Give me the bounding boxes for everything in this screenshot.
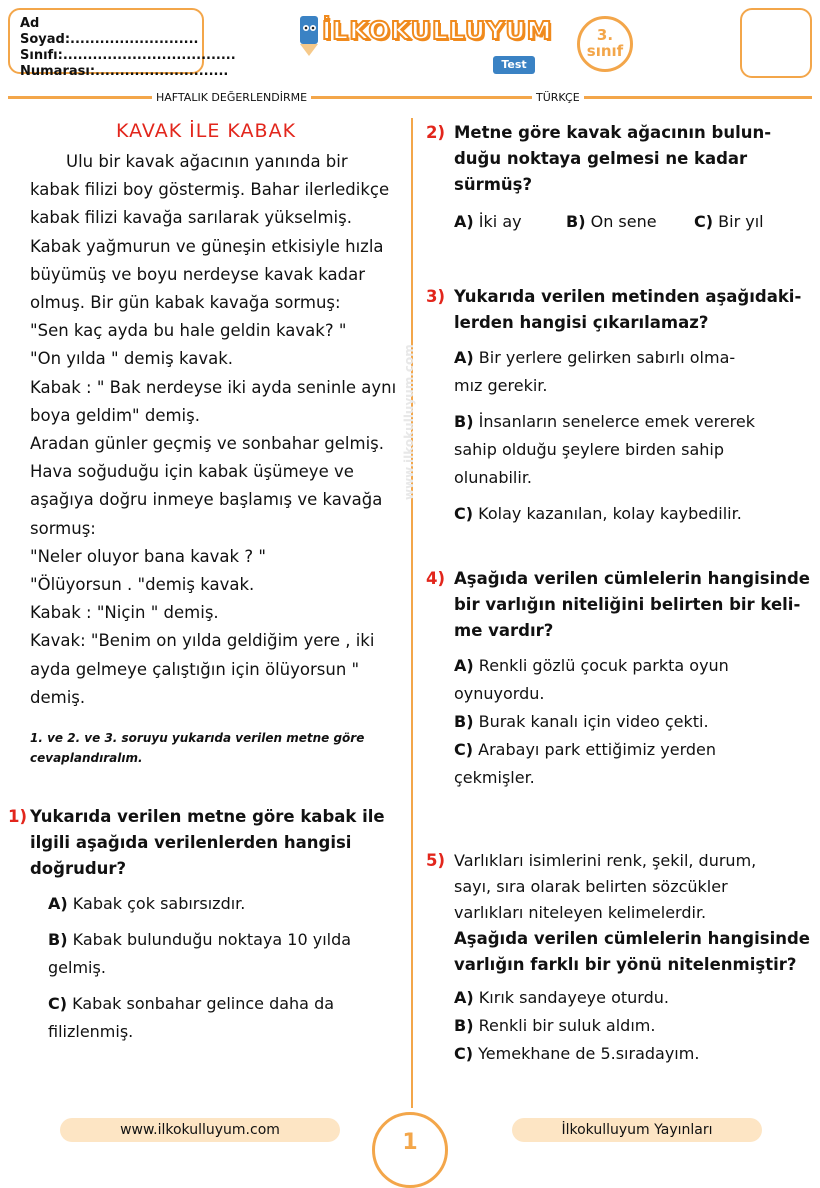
option-a[interactable]	[454, 652, 810, 708]
story-line: Hava soğuduğu için kabak üşümeye ve	[30, 462, 354, 482]
story-line: olmuş. Bir gün kabak kavağa sormuş:	[30, 293, 341, 313]
option-letter: A)	[454, 348, 474, 367]
score-box	[740, 8, 812, 78]
option-letter: C)	[48, 994, 68, 1013]
story-line: demiş.	[30, 687, 86, 707]
story-line: aşağıya doğru inmeye başlamış ve kavağa	[30, 490, 383, 510]
question-line: sürmüş?	[454, 175, 533, 194]
question-line: duğu noktaya gelmesi ne kadar	[454, 149, 748, 168]
question-line: Aşağıda verilen cümlelerin hangisinde	[454, 569, 810, 588]
option-letter: B)	[454, 1016, 474, 1035]
footer-website: www.ilkokulluyum.com	[60, 1118, 340, 1142]
question-5-intro	[426, 848, 810, 926]
question-line: varlığın farklı bir yönü nitelenmiştir?	[454, 955, 797, 974]
question-4-stem	[426, 566, 810, 644]
option-c[interactable]	[454, 500, 810, 528]
question-number: 3)	[426, 287, 446, 306]
option-letter: B)	[48, 930, 68, 949]
story-line: Ulu bir kavak ağacının yanında bir	[66, 152, 348, 171]
question-number: 4)	[426, 569, 446, 588]
option-letter: B)	[566, 212, 586, 231]
option-letter: A)	[48, 894, 68, 913]
story-line: boya geldim" demiş.	[30, 405, 200, 425]
option-text: çekmişler.	[454, 768, 535, 787]
question-number: 5)	[426, 851, 446, 870]
question-5-stem	[426, 926, 810, 978]
story-line: "Neler oluyor bana kavak ? "	[30, 546, 266, 566]
subject-label: TÜRKÇE	[532, 89, 584, 106]
question-3-stem	[426, 284, 810, 336]
story-line: kabak filizi boy göstermiş. Bahar ilerledikçe	[30, 180, 390, 200]
intro-line: varlıkları niteleyen kelimelerdir.	[454, 903, 707, 922]
story-line: Kabak : "Niçin " demiş.	[30, 603, 219, 623]
footer-publisher: İlkokulluyum Yayınları	[512, 1118, 762, 1142]
question-line: doğrudur?	[30, 859, 127, 878]
option-letter: C)	[694, 212, 714, 231]
story-line: "Sen kaç ayda bu hale geldin kavak? "	[30, 321, 347, 341]
question-number: 2)	[426, 123, 446, 142]
option-letter: A)	[454, 988, 474, 1007]
logo: İLKOKULLUYUM	[322, 16, 553, 45]
option-b[interactable]	[454, 1012, 810, 1040]
story-title: KAVAK İLE KABAK	[116, 120, 297, 142]
question-3-options	[426, 344, 810, 528]
test-badge: Test	[493, 56, 535, 74]
question-line: Aşağıda verilen cümlelerin hangisinde	[454, 929, 810, 948]
option-c[interactable]	[694, 212, 764, 231]
option-text: Arabayı park ettiğimiz yerden	[478, 740, 717, 759]
story-line: Kabak : " Bak nerdeyse iki ayda seninle aynı	[30, 377, 397, 397]
number-label: Numarası:...........................	[20, 64, 229, 79]
story-line: Kavak: "Benim on yılda geldiğim yere , iki	[30, 631, 375, 651]
option-letter: A)	[454, 212, 474, 231]
option-text: Kabak sonbahar gelince daha da	[72, 994, 335, 1013]
option-c[interactable]	[454, 1040, 810, 1068]
option-a[interactable]	[454, 208, 566, 236]
question-line: Yukarıda verilen metne göre kabak ile	[30, 807, 385, 826]
option-text: sahip olduğu şeylere birden sahip	[454, 440, 724, 459]
question-5-options	[426, 984, 810, 1068]
question-1-options	[8, 890, 408, 1046]
story-line: büyümüş ve boyu nerdeyse kavak kadar	[30, 264, 366, 284]
option-a[interactable]	[454, 984, 810, 1012]
story-line: ayda gelmeye çalıştığın için ölüyorsun "	[30, 659, 360, 679]
question-4-options	[426, 652, 810, 792]
option-letter: C)	[454, 1044, 474, 1063]
intro-line: Varlıkları isimlerini renk, şekil, durum,	[454, 851, 757, 870]
question-1	[8, 804, 408, 1046]
question-line: lerden hangisi çıkarılamaz?	[454, 313, 709, 332]
option-text: Renkli bir suluk aldım.	[478, 1016, 656, 1035]
instruction-note	[30, 728, 400, 768]
grade-number: 3.	[596, 26, 614, 44]
story-line: sormuş:	[30, 518, 96, 538]
story-line: "On yılda " demiş kavak.	[30, 349, 234, 369]
question-line: Metne göre kavak ağacının bulun-	[454, 123, 772, 142]
story-line: kabak filizi kavağa sarılarak yükselmiş.	[30, 208, 352, 228]
question-line: me vardır?	[454, 621, 554, 640]
option-text: İki ay	[478, 212, 522, 231]
option-text: Yemekhane de 5.sıradayım.	[478, 1044, 700, 1063]
option-text: Bir yıl	[718, 212, 764, 231]
option-text: mız gerekir.	[454, 376, 548, 395]
option-letter: C)	[454, 740, 474, 759]
option-text: Kabak bulunduğu noktaya 10 yılda	[72, 930, 352, 949]
question-line: ilgili aşağıda verilenlerden hangisi	[30, 833, 352, 852]
question-5	[426, 848, 810, 1068]
story-line: Aradan günler geçmiş ve sonbahar gelmiş.	[30, 434, 385, 454]
question-number: 1)	[8, 807, 28, 826]
option-text: filizlenmiş.	[48, 1022, 134, 1041]
column-divider	[411, 118, 413, 1108]
option-c[interactable]	[48, 990, 408, 1046]
name-label: Ad Soyad:..........................	[20, 16, 199, 47]
option-text: Renkli gözlü çocuk parkta oyun	[478, 656, 729, 675]
instruction-line: cevaplandıralım.	[30, 751, 143, 765]
question-3	[426, 284, 810, 528]
watermark: www.ilkokulluyum.com	[402, 344, 416, 500]
question-line: Yukarıda verilen metinden aşağıdaki-	[454, 287, 802, 306]
option-text: gelmiş.	[48, 958, 106, 977]
question-1-stem	[8, 804, 408, 882]
story-text	[30, 148, 402, 712]
option-a[interactable]	[454, 344, 810, 400]
grade-word: sınıf	[586, 42, 624, 60]
option-text: On sene	[590, 212, 657, 231]
intro-line: sayı, sıra olarak belirten sözcükler	[454, 877, 728, 896]
student-info-box	[8, 8, 236, 79]
option-b[interactable]	[48, 926, 408, 982]
option-text: oynuyordu.	[454, 684, 545, 703]
option-text: İnsanların senelerce emek vererek	[478, 412, 755, 431]
question-2	[426, 120, 810, 236]
option-text: Kırık sandayeye oturdu.	[478, 988, 669, 1007]
pencil-mascot-icon	[292, 14, 326, 58]
option-a[interactable]	[48, 890, 408, 918]
option-c[interactable]	[454, 736, 810, 792]
question-4	[426, 566, 810, 792]
option-letter: A)	[454, 656, 474, 675]
question-line: bir varlığın niteliğini belirten bir keli-	[454, 595, 801, 614]
grade-circle	[577, 16, 633, 72]
instruction-line: 1. ve 2. ve 3. soruyu yukarıda verilen metne göre	[30, 731, 365, 745]
option-b[interactable]	[454, 408, 810, 492]
class-label: Sınıfı:...................................	[20, 48, 236, 63]
page-number: 1	[372, 1112, 448, 1188]
header-rule	[8, 96, 812, 99]
evaluation-label: HAFTALIK DEĞERLENDİRME	[152, 89, 311, 106]
option-text: Kabak çok sabırsızdır.	[72, 894, 246, 913]
option-letter: C)	[454, 504, 474, 523]
option-b[interactable]	[454, 708, 810, 736]
option-letter: B)	[454, 412, 474, 431]
option-b[interactable]	[566, 208, 694, 236]
option-text: Burak kanalı için video çekti.	[478, 712, 709, 731]
option-text: olunabilir.	[454, 468, 533, 487]
option-text: Bir yerlere gelirken sabırlı olma-	[478, 348, 736, 367]
option-letter: B)	[454, 712, 474, 731]
option-text: Kolay kazanılan, kolay kaybedilir.	[478, 504, 742, 523]
question-2-stem	[426, 120, 810, 198]
story-line: "Ölüyorsun . "demiş kavak.	[30, 575, 255, 595]
question-2-options	[426, 208, 810, 236]
story-line: Kabak yağmurun ve güneşin etkisiyle hızla	[30, 236, 384, 256]
